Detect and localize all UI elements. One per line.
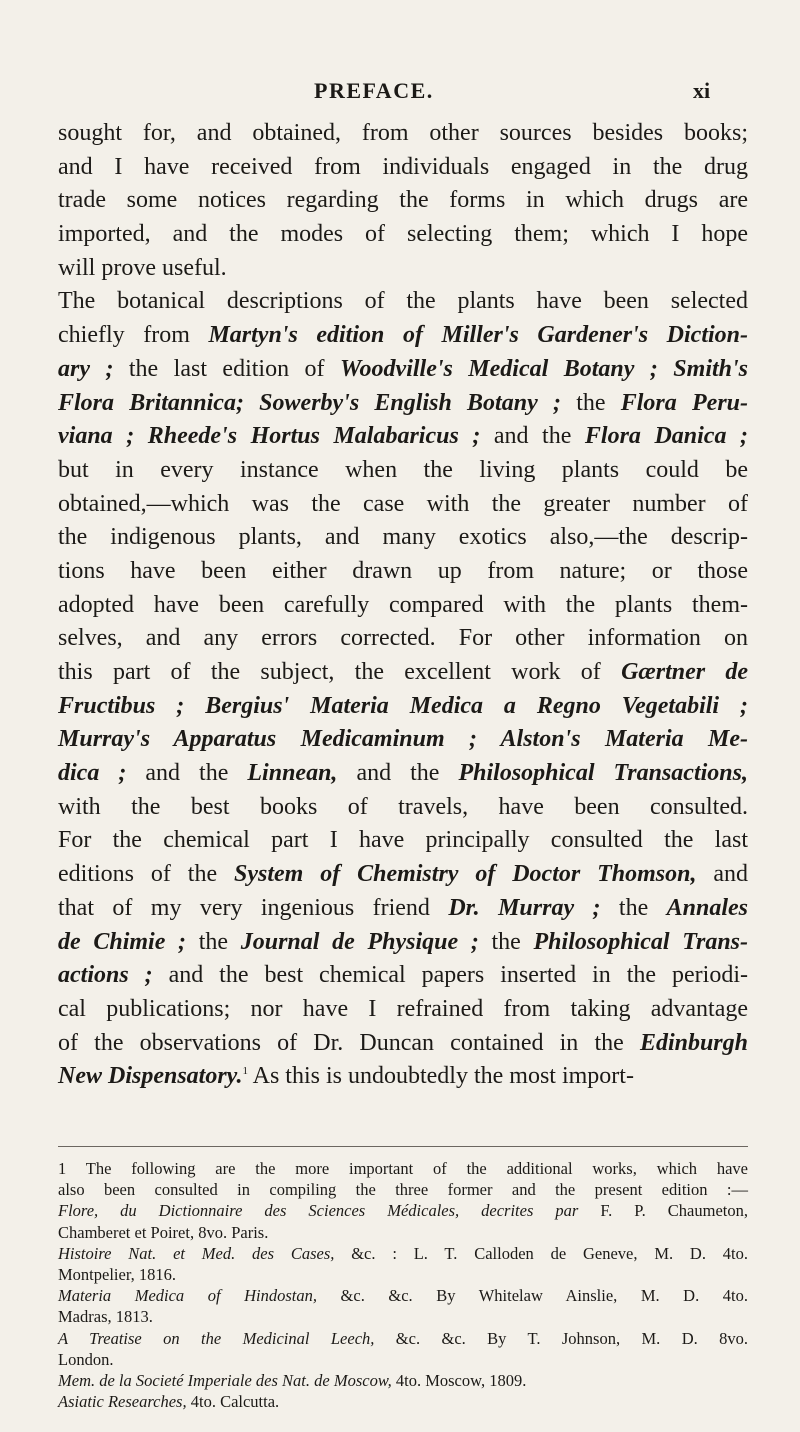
text-line xyxy=(58,184,748,218)
footnote-line xyxy=(58,1391,748,1412)
footnote-line xyxy=(58,1370,748,1391)
italic-text: actions ; xyxy=(58,962,153,989)
italic-text: dica ; xyxy=(58,760,127,787)
text-run: Chamberet et Poiret, 8vo. Paris. xyxy=(58,1222,269,1242)
text-run: that of my very ingenious friend xyxy=(58,894,449,921)
italic-text: Flora Britannica; Sowerby's English Botany ; xyxy=(58,389,561,416)
text-line xyxy=(58,993,748,1027)
italic-text: Asiatic Researches, xyxy=(58,1392,187,1412)
preface-body-text xyxy=(58,117,748,1094)
text-line xyxy=(58,488,748,522)
text-run: 4to. Calcutta. xyxy=(186,1392,280,1412)
page-number: xi xyxy=(693,78,711,103)
text-line xyxy=(58,521,748,555)
italic-text: System of Chemistry of Doctor Thomson, xyxy=(233,861,697,888)
text-run: and the best chemical papers inserted in the periodi- xyxy=(152,962,748,989)
text-run: obtained,—which was the case with the greater number of xyxy=(58,490,748,517)
text-line xyxy=(58,555,748,589)
text-line xyxy=(58,723,748,757)
text-line xyxy=(58,218,748,252)
text-line xyxy=(58,959,748,993)
italic-text: Martyn's edition of Miller's Gardener's Diction- xyxy=(208,322,748,349)
text-run: the indigenous plants, and many exotics also,—the descrip- xyxy=(58,524,748,551)
text-line xyxy=(58,117,748,151)
text-run: The botanical descriptions of the plants have been selected xyxy=(58,288,748,315)
text-run: tions have been either drawn up from nature; or those xyxy=(58,557,748,584)
text-line xyxy=(58,791,748,825)
footnotes xyxy=(58,1158,748,1412)
italic-text: Woodville's Medical Botany ; Smith's xyxy=(339,355,749,382)
footnote-line xyxy=(58,1349,748,1370)
footnote-line xyxy=(58,1222,748,1243)
text-run: adopted have been carefully compared with the plants them- xyxy=(58,591,748,618)
text-run: and the xyxy=(480,423,585,450)
text-run: the xyxy=(478,928,534,955)
italic-text: Mem. de la Societé Imperiale des Nat. de Moscow, xyxy=(58,1370,392,1390)
text-run: with the best books of travels, have been consulted. xyxy=(58,793,748,820)
text-line xyxy=(58,589,748,623)
text-line xyxy=(58,656,748,690)
text-run: 1 The following are the more important of the additional works, which have xyxy=(58,1159,748,1178)
italic-text: de Chimie ; xyxy=(58,928,187,955)
italic-text: Flore, du Dictionnaire des Sciences Médicales, decrites par xyxy=(58,1201,579,1221)
text-line xyxy=(58,690,748,724)
footnote-line xyxy=(58,1264,748,1285)
text-run: 4to. Moscow, 1809. xyxy=(391,1370,527,1390)
text-run: cal publications; nor have I refrained from taking advantage xyxy=(58,995,748,1022)
text-run: but in every instance when the living plants could be xyxy=(58,456,748,483)
text-run: will prove useful. xyxy=(58,254,227,281)
italic-text: Philosophical Transactions, xyxy=(458,760,748,787)
text-line xyxy=(58,892,748,926)
text-run: the xyxy=(600,894,667,921)
text-run: and the xyxy=(126,760,248,787)
text-line xyxy=(58,454,748,488)
text-run: trade some notices regarding the forms in which drugs are xyxy=(58,187,748,214)
text-line xyxy=(58,1027,748,1061)
text-run: this part of the subject, the excellent work of xyxy=(58,659,622,685)
text-run: and xyxy=(696,861,748,888)
italic-text: Murray's Apparatus Medicaminum ; Alston's Materia Me- xyxy=(58,726,748,753)
text-line xyxy=(58,858,748,892)
footnote-reference: 1 xyxy=(242,1065,248,1078)
footnote-line xyxy=(58,1285,748,1306)
italic-text: Fructibus ; Bergius' Materia Medica a Regno Vegetabili ; xyxy=(58,692,748,719)
italic-text: Materia Medica of Hindostan, xyxy=(58,1286,317,1306)
italic-text: ary ; xyxy=(58,355,114,382)
footnote-line xyxy=(58,1306,748,1327)
text-run: F. P. Chaumeton, xyxy=(578,1201,748,1221)
text-run: the xyxy=(186,928,241,955)
text-line xyxy=(58,926,748,960)
italic-text: Philosophical Trans- xyxy=(533,928,749,955)
italic-text: Gærtner de xyxy=(621,659,749,685)
text-run: the xyxy=(560,389,621,416)
footnote-line xyxy=(58,1328,748,1349)
text-line xyxy=(58,353,748,387)
text-run: Montpelier, 1816. xyxy=(58,1264,177,1284)
text-run: As this is undoubtedly the most import- xyxy=(247,1063,634,1090)
text-run: &c. &c. By Whitelaw Ainslie, M. D. 4to. xyxy=(317,1286,748,1306)
footnote-line xyxy=(58,1200,748,1221)
text-run: &c. : L. T. Calloden de Geneve, M. D. 4to. xyxy=(334,1243,748,1263)
italic-text: New Dispensatory. xyxy=(58,1063,243,1090)
italic-text: Dr. Murray ; xyxy=(448,894,601,921)
text-line xyxy=(58,252,748,286)
text-line xyxy=(58,757,748,791)
text-run: For the chemical part I have principally consulted the last xyxy=(58,827,748,854)
text-run: editions of the xyxy=(58,861,234,888)
text-line xyxy=(58,1060,748,1094)
text-run: chiefly from xyxy=(58,322,209,349)
text-line xyxy=(58,387,748,421)
italic-text: Annales xyxy=(666,894,748,921)
footnote-divider xyxy=(58,1146,748,1147)
running-title: PREFACE. xyxy=(314,78,434,103)
text-line xyxy=(58,824,748,858)
text-run: and the xyxy=(337,760,459,787)
text-line xyxy=(58,319,748,353)
italic-text: viana ; Rheede's Hortus Malabaricus ; xyxy=(58,423,481,450)
italic-text: Linnean, xyxy=(247,760,338,787)
text-run: also been consulted in compiling the three former and the present edition :— xyxy=(58,1180,748,1200)
text-line xyxy=(58,420,748,454)
text-run: imported, and the modes of selecting them; which I hope xyxy=(58,221,748,248)
text-run: and I have received from individuals engaged in the drug xyxy=(58,153,748,180)
italic-text: Flora Danica ; xyxy=(584,423,748,450)
text-run: sought for, and obtained, from other sources besides books; xyxy=(58,120,748,146)
text-line xyxy=(58,285,748,319)
footnote-line xyxy=(58,1179,748,1200)
footnote-line xyxy=(58,1243,748,1264)
italic-text: Edinburgh xyxy=(639,1029,748,1056)
italic-text: Histoire Nat. et Med. des Cases, xyxy=(58,1243,335,1263)
text-run: of the observations of Dr. Duncan contained in the xyxy=(58,1029,640,1056)
text-line xyxy=(58,622,748,656)
text-line xyxy=(58,151,748,185)
text-run: Madras, 1813. xyxy=(58,1307,153,1327)
italic-text: Flora Peru- xyxy=(620,389,748,416)
text-run: &c. &c. By T. Johnson, M. D. 8vo. xyxy=(374,1328,749,1348)
footnote-line xyxy=(58,1158,748,1179)
text-run: selves, and any errors corrected. For other information on xyxy=(58,625,748,652)
italic-text: Journal de Physique ; xyxy=(240,928,479,955)
italic-text: A Treatise on the Medicinal Leech, xyxy=(58,1328,375,1348)
text-run: the last edition of xyxy=(113,355,340,382)
page-header xyxy=(0,78,800,108)
text-run: London. xyxy=(58,1349,114,1369)
